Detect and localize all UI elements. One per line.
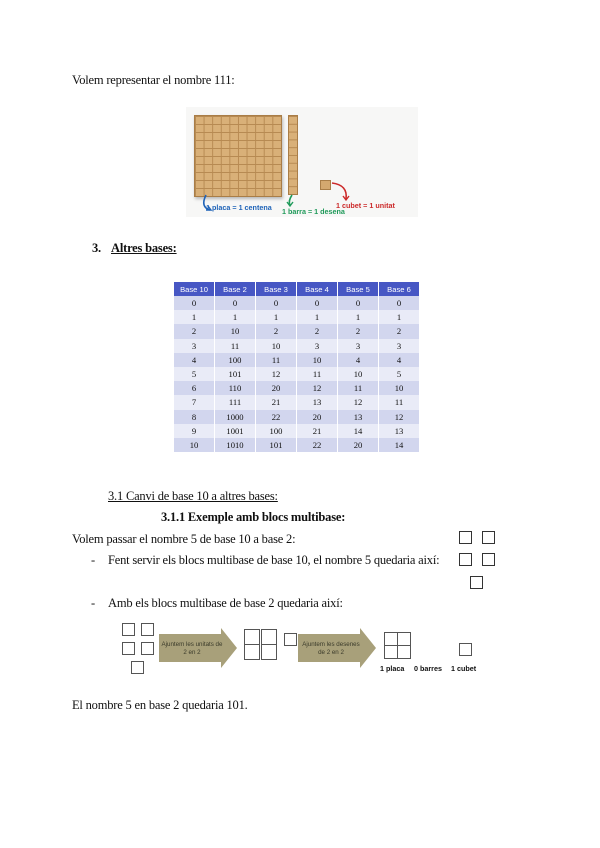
table-cell: 4 <box>379 353 420 367</box>
table-cell: 0 <box>297 296 338 310</box>
bar-half <box>244 629 260 645</box>
table-cell: 2 <box>174 324 215 338</box>
table-cell: 0 <box>174 296 215 310</box>
table-cell: 2 <box>256 324 297 338</box>
table-cell: 10 <box>379 381 420 395</box>
table-cell: 1 <box>256 310 297 324</box>
table-cell: 3 <box>338 339 379 353</box>
intro-text: Volem representar el nombre 111: <box>72 73 235 87</box>
label-barra: 1 barra = 1 desena <box>282 207 345 216</box>
table-cell: 1 <box>338 310 379 324</box>
table-cell: 2 <box>297 324 338 338</box>
table-cell: 5 <box>174 367 215 381</box>
arrow1-label: Ajuntem les unitats de 2 en 2 <box>161 641 223 656</box>
table-row <box>174 339 420 353</box>
unit-square <box>122 623 135 636</box>
table-cell: 3 <box>379 339 420 353</box>
table-row <box>174 410 420 424</box>
table-row <box>174 353 420 367</box>
table-cell: 20 <box>338 438 379 452</box>
table-row <box>174 367 420 381</box>
table-header-row <box>174 282 420 296</box>
unit-square <box>122 642 135 655</box>
table-header: Base 10 <box>174 282 215 296</box>
table-header: Base 6 <box>379 282 420 296</box>
table-cell: 12 <box>379 410 420 424</box>
table-header: Base 2 <box>215 282 256 296</box>
table-cell: 9 <box>174 424 215 438</box>
table-cell: 1000 <box>215 410 256 424</box>
table-cell: 11 <box>297 367 338 381</box>
table-cell: 1 <box>215 310 256 324</box>
bullet-dash: - <box>91 596 95 610</box>
table-cell: 10 <box>338 367 379 381</box>
table-header: Base 4 <box>297 282 338 296</box>
table-cell: 111 <box>215 395 256 409</box>
plate-quarter <box>384 632 398 646</box>
table-cell: 20 <box>297 410 338 424</box>
table-cell: 12 <box>297 381 338 395</box>
table-cell: 101 <box>215 367 256 381</box>
unit-square <box>141 642 154 655</box>
table-cell: 2 <box>379 324 420 338</box>
section3-number: 3. <box>92 241 101 255</box>
plate-quarter <box>397 645 411 659</box>
table-cell: 14 <box>379 438 420 452</box>
bullet-text-1: Fent servir els blocs multibase de base 10, el nombre 5 quedaria així: <box>108 553 440 567</box>
table-cell: 22 <box>256 410 297 424</box>
table-row <box>174 424 420 438</box>
conclusion-text: El nombre 5 en base 2 quedaria 101. <box>72 698 248 712</box>
table-cell: 4 <box>174 353 215 367</box>
table-cell: 10 <box>215 324 256 338</box>
table-cell: 12 <box>338 395 379 409</box>
table-cell: 2 <box>338 324 379 338</box>
table-cell: 0 <box>215 296 256 310</box>
table-cell: 13 <box>297 395 338 409</box>
table-cell: 13 <box>338 410 379 424</box>
table-cell: 8 <box>174 410 215 424</box>
table-cell: 11 <box>256 353 297 367</box>
table-cell: 110 <box>215 381 256 395</box>
unit-square <box>470 576 483 589</box>
table-cell: 1001 <box>215 424 256 438</box>
table-cell: 10 <box>256 339 297 353</box>
table-cell: 5 <box>379 367 420 381</box>
table-cell: 22 <box>297 438 338 452</box>
table-cell: 13 <box>379 424 420 438</box>
unit-square <box>459 643 472 656</box>
table-row <box>174 296 420 310</box>
plate-quarter <box>397 632 411 646</box>
table-cell: 11 <box>215 339 256 353</box>
base2-diagram <box>118 620 498 680</box>
bar-half <box>261 629 277 645</box>
table-cell: 0 <box>256 296 297 310</box>
section3-title: Altres bases: <box>111 241 177 255</box>
subsection-3-1: 3.1 Canvi de base 10 a altres bases: <box>108 489 278 503</box>
table-cell: 10 <box>297 353 338 367</box>
table-cell: 21 <box>297 424 338 438</box>
unit-square <box>141 623 154 636</box>
table-row <box>174 438 420 452</box>
bullet-dash: - <box>91 553 95 567</box>
table-cell: 1010 <box>215 438 256 452</box>
label-0-barres: 0 barres <box>414 664 442 673</box>
table-cell: 3 <box>297 339 338 353</box>
table-cell: 20 <box>256 381 297 395</box>
unit-square <box>284 633 297 646</box>
unit-square <box>482 553 495 566</box>
table-cell: 14 <box>338 424 379 438</box>
table-cell: 21 <box>256 395 297 409</box>
table-cell: 1 <box>379 310 420 324</box>
label-placa: 1 placa = 1 centena <box>206 203 272 212</box>
paragraph-base2: Volem passar el nombre 5 de base 10 a base 2: <box>72 532 296 546</box>
unit-square <box>459 531 472 544</box>
unit-square <box>459 553 472 566</box>
table-cell: 100 <box>256 424 297 438</box>
arrow2-label: Ajuntem les desenes de 2 en 2 <box>302 641 360 656</box>
label-1-cubet: 1 cubet <box>451 664 477 673</box>
table-cell: 4 <box>338 353 379 367</box>
table-cell: 1 <box>297 310 338 324</box>
table-cell: 101 <box>256 438 297 452</box>
base10-blocks-photo <box>186 107 418 217</box>
table-cell: 6 <box>174 381 215 395</box>
bar-half <box>244 644 260 660</box>
table-cell: 0 <box>379 296 420 310</box>
table-header: Base 3 <box>256 282 297 296</box>
table-row <box>174 395 420 409</box>
table-cell: 3 <box>174 339 215 353</box>
table-cell: 12 <box>256 367 297 381</box>
table-row <box>174 310 420 324</box>
table-cell: 11 <box>379 395 420 409</box>
plate-quarter <box>384 645 398 659</box>
bar-half <box>261 644 277 660</box>
table-cell: 10 <box>174 438 215 452</box>
table-cell: 0 <box>338 296 379 310</box>
table-header: Base 5 <box>338 282 379 296</box>
label-1-placa: 1 placa <box>380 664 405 673</box>
table-cell: 1 <box>174 310 215 324</box>
table-row <box>174 381 420 395</box>
table-cell: 11 <box>338 381 379 395</box>
table-cell: 7 <box>174 395 215 409</box>
subsection-3-1-1: 3.1.1 Exemple amb blocs multibase: <box>161 510 346 524</box>
bullet-text-2: Amb els blocs multibase de base 2 quedaria així: <box>108 596 343 610</box>
table-body <box>174 296 420 452</box>
unit-square <box>131 661 144 674</box>
table-row <box>174 324 420 338</box>
bases-table <box>174 282 420 452</box>
table-cell: 100 <box>215 353 256 367</box>
label-cubet: 1 cubet = 1 unitat <box>336 201 395 210</box>
unit-square <box>482 531 495 544</box>
